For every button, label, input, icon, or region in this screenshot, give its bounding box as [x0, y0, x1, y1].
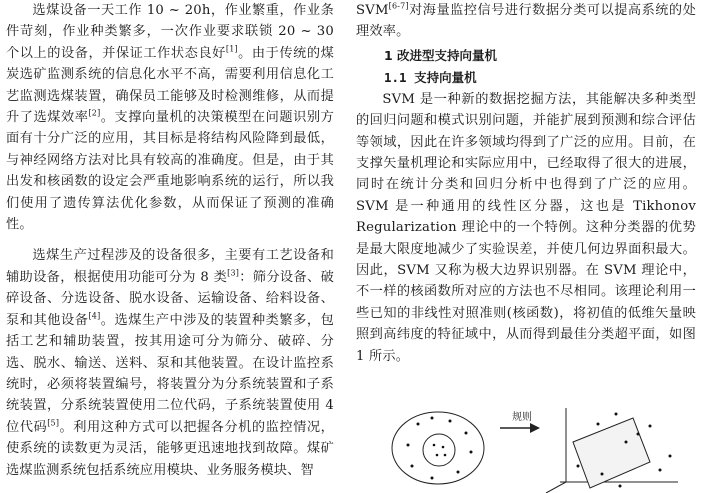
- subsection-heading: 1.1 支持向量机: [384, 69, 477, 85]
- paragraph-equipment-classification: 选煤生产过程涉及的设备很多，主要有工艺设备和辅助设备，根据使用功能可分为 8 类[3]：筛分设备、破碎设备、分选设备、脱水设备、运输设备、给料设备、泵和其他设备[4]。选煤生产中涉及的装置种类繁多，包括工艺和辅助装置，按其用途可分为筛分、破碎、分选、脱水、输送、送料、泵和其他装置。在设计监控系统时，必须将装置编号，将装置分为分系统装置和子系统装置，分系统装置使用二位代码，子系统装置使用 4 位代码[5]。利用这种方式可以把握各分机的监控情况，使系统的读数更为灵活，能够更迅速地找到故障。煤矿选煤监测系统包括系统应用模块、业务服务模块、智: [6, 248, 335, 478]
- outer-class-points: [407, 417, 473, 480]
- section-heading: 1 改进型支持向量机: [384, 47, 498, 63]
- paragraph-equipment-overview: 选煤设备一天工作 10 ~ 20h，作业繁重，作业条件苛刻，作业种类繁多，一次作业要求联锁 20 ~ 30 个以上的设备，并保证工作状态良好[1]。由于传统的煤炭选矿监测系统的信息化水平不高，需要利用信息化工艺监测选煤装置，确保员工能够及时检测维修，从而提升了选煤效率[2]。支撑向量机的决策模型在问题识别方面有十分广泛的应用，其目标是将结构风险降到最低，与神经网络方法对比具有较高的准确度。但是，由于其出发和核函数的设定会严重地影响系统的运行，所以我们使用了遗传算法优化参数，从而保证了预测的准确性。: [6, 3, 335, 233]
- inner-class-points: [433, 444, 447, 457]
- separating-hyperplane: [573, 418, 650, 488]
- feature-axis-depth: [546, 482, 566, 493]
- left-column: [6, 0, 334, 481]
- inner-boundary-circle: [423, 434, 455, 466]
- arrow-head-icon: [530, 423, 540, 433]
- input-space-ellipse: [392, 412, 484, 484]
- paragraph-svm-intro: SVM[6-7]对海量监控信号进行数据分类可以提高系统的处理效率。: [356, 1, 696, 40]
- figure-1-svm-mapping: [388, 400, 688, 493]
- arrow-label: 规则: [512, 412, 532, 423]
- paragraph-svm-theory: SVM 是一种新的数据挖掘方法，其能解决多种类型的回归问题和模式识别问题，并能扩展到预测和综合评估等领域，因此在许多领域均得到了广泛的应用。目前，在支撑矢量机理论和实际应用中，已经取得了很大的进展，同时在统计分类和回归分析中也得到了广泛的应用。SVM 是一种通用的线性区分器，这也是 Tikhonov Regularization 理论中的一个特例。这种分类器的优势是最大限度地减少了实验误差，并使几何边界面积最大。因此，SVM 又称为极大边界识别器。在 SVM 理论中，不一样的核函数所对应的方法也不尽相同。该理论利用一些已知的非线性对照准则(核函数)，将初值的低维矢量映照到高纬度的特征域中，从而得到最佳分类超平面，如图 1 所示。: [356, 91, 696, 364]
- right-column: [356, 0, 696, 367]
